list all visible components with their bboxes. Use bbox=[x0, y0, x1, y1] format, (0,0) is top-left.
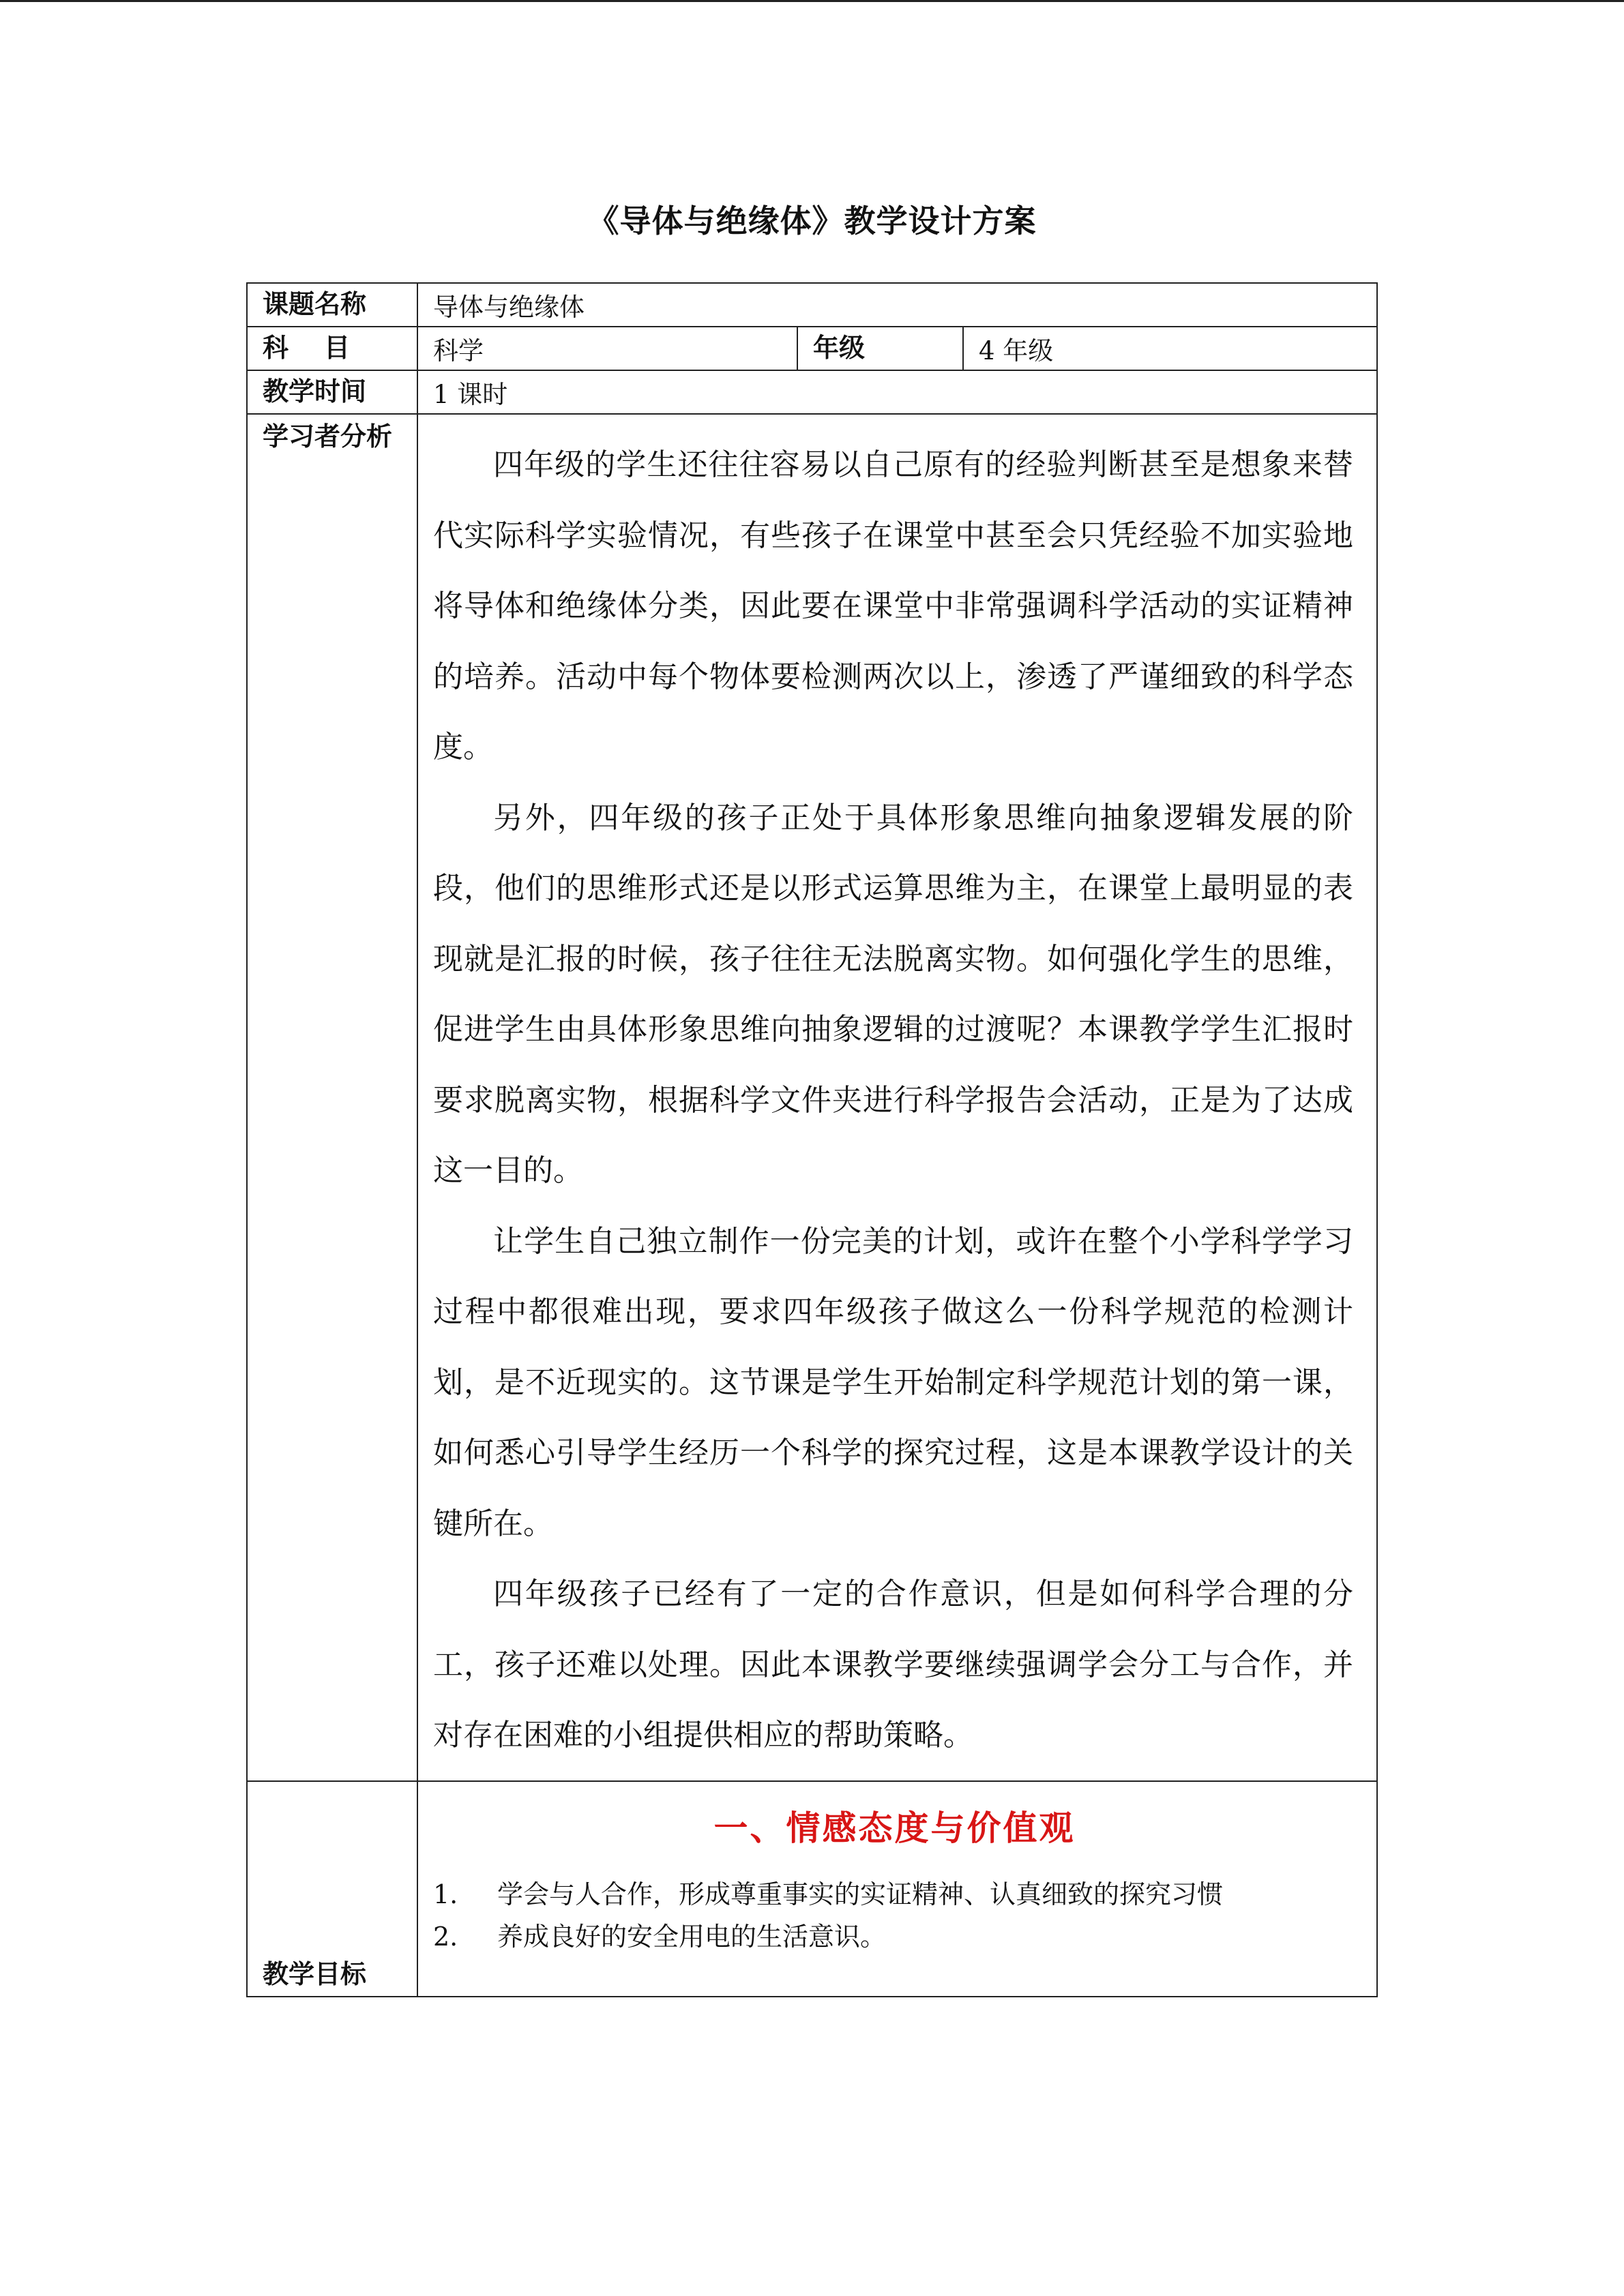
goal-number: 2. bbox=[433, 1921, 458, 1952]
time-value: 1 课时 bbox=[417, 370, 1377, 414]
page-top-border bbox=[0, 0, 1624, 2]
analysis-label: 学习者分析 bbox=[247, 414, 417, 1781]
list-item bbox=[433, 1873, 1356, 1915]
topic-value: 导体与绝缘体 bbox=[417, 283, 1377, 327]
row-time bbox=[247, 370, 1377, 414]
goals-content bbox=[417, 1781, 1377, 1997]
row-goals bbox=[247, 1781, 1377, 1997]
goal-text: 养成良好的安全用电的生活意识。 bbox=[497, 1921, 887, 1952]
time-label: 教学时间 bbox=[247, 370, 417, 414]
row-subject bbox=[247, 327, 1377, 370]
analysis-text bbox=[417, 414, 1377, 1781]
analysis-paragraph: 另外，四年级的孩子正处于具体形象思维向抽象逻辑发展的阶段，他们的思维形式还是以形式运算思维为主，在课堂上最明显的表现就是汇报的时候，孩子往往无法脱离实物。如何强化学生的思维，促进学生由具体形象思维向抽象逻辑的过渡呢？本课教学学生汇报时要求脱离实物，根据科学文件夹进行科学报告会活动，正是为了达成这一目的。 bbox=[433, 800, 1353, 1188]
row-analysis bbox=[247, 414, 1377, 1781]
grade-value: 4 年级 bbox=[963, 327, 1377, 370]
goal-number: 1. bbox=[433, 1879, 458, 1909]
analysis-paragraph: 让学生自己独立制作一份完美的计划，或许在整个小学科学学习过程中都很难出现，要求四年级孩子做这么一份科学规范的检测计划，是不近现实的。这节课是学生开始制定科学规范计划的第一课，如何悉心引导学生经历一个科学的探究过程，这是本课教学设计的关键所在。 bbox=[433, 1223, 1353, 1541]
subject-value: 科学 bbox=[417, 327, 797, 370]
goal-text: 学会与人合作，形成尊重事实的实证精神、认真细致的探究习惯 bbox=[497, 1879, 1224, 1909]
analysis-paragraph: 四年级孩子已经有了一定的合作意识，但是如何科学合理的分工，孩子还难以处理。因此本课教学要继续强调学会分工与合作，并对存在困难的小组提供相应的帮助策略。 bbox=[433, 1577, 1353, 1753]
goals-label: 教学目标 bbox=[247, 1781, 417, 1997]
row-topic bbox=[247, 283, 1377, 327]
topic-label: 课题名称 bbox=[247, 283, 417, 327]
document-title: 《导体与绝缘体》教学设计方案 bbox=[587, 203, 1037, 239]
lesson-plan-table bbox=[246, 282, 1378, 1997]
goals-list bbox=[433, 1873, 1356, 1958]
grade-label: 年级 bbox=[797, 327, 963, 370]
list-item bbox=[433, 1915, 1356, 1958]
analysis-paragraph: 四年级的学生还往往容易以自己原有的经验判断甚至是想象来替代实际科学实验情况，有些孩子在课堂中甚至会只凭经验不加实验地将导体和绝缘体分类，因此要在课堂中非常强调科学活动的实证精神的培养。活动中每个物体要检测两次以上，渗透了严谨细致的科学态度。 bbox=[433, 447, 1353, 764]
goals-heading: 一、情感态度与价值观 bbox=[713, 1808, 1076, 1848]
subject-label: 科目 bbox=[247, 327, 417, 370]
